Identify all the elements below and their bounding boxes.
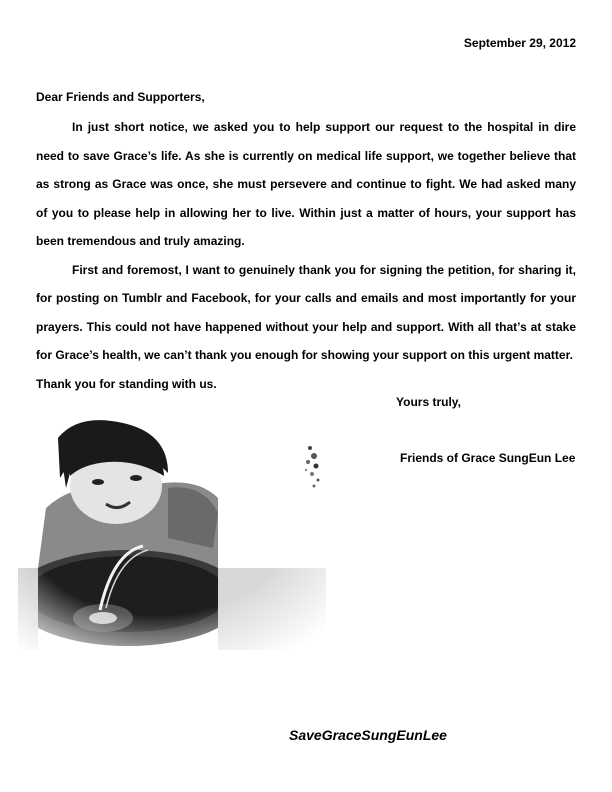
letter-signature: Friends of Grace SungEun Lee bbox=[400, 451, 576, 465]
letter-salutation: Dear Friends and Supporters, bbox=[36, 90, 205, 104]
letter-closing: Yours truly, bbox=[396, 395, 461, 409]
letter-body bbox=[36, 113, 576, 398]
letter-paragraph-1: In just short notice, we asked you to help support our request to the hospital in dire need to save Grace’s life. As she is currently on medical life support, we together believe that as strong as Grace was once, she must persevere and continue to fight. We had asked many of you to please help in allowing her to live. Within just a matter of hours, your support has been tremendous and truly amazing. bbox=[36, 120, 576, 248]
hashtag: SaveGraceSungEunLee bbox=[289, 727, 447, 743]
letter-paragraph-2: First and foremost, I want to genuinely thank you for signing the petition, for sharing it, for posting on Tumblr and Facebook, for your calls and emails and most importantly for your prayers. This could not have happened without your help and support. With all that’s at stake for Grace’s health, we can’t thank you enough for showing your support on this urgent matter. bbox=[36, 262, 576, 362]
photo-girl-at-fountain bbox=[18, 418, 326, 650]
letter-date: September 29, 2012 bbox=[463, 36, 576, 50]
letter-paragraph-3: Thank you for standing with us. bbox=[36, 376, 217, 391]
decorative-speckle bbox=[300, 442, 324, 490]
